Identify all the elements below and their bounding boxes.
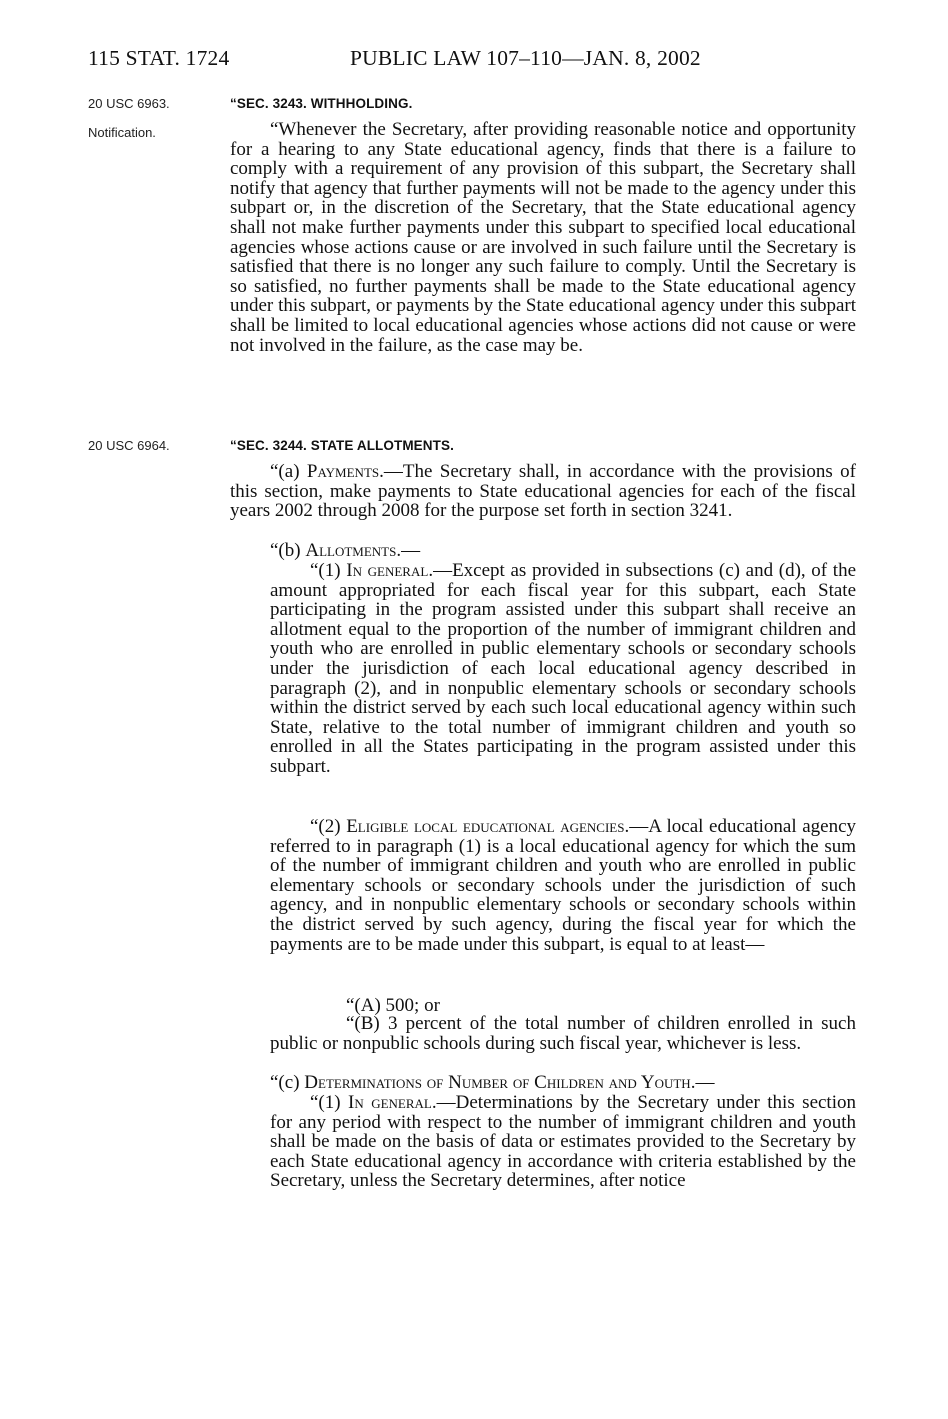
subsection-c-label: “(c)	[270, 1072, 305, 1093]
subsection-c-determinations	[230, 1073, 856, 1093]
subsection-b-suffix: .—	[396, 540, 421, 561]
page-stat-number: 115 STAT. 1724	[88, 46, 230, 70]
subsection-c-suffix: .—	[690, 1072, 715, 1093]
subsection-a-title: Payments	[306, 461, 380, 482]
paragraph-b1-label: “(1)	[310, 560, 347, 581]
paragraph-c1-label: “(1)	[310, 1092, 349, 1113]
margin-note-usc-6964: 20 USC 6964.	[88, 438, 170, 453]
subsection-a-label: “(a)	[270, 461, 307, 482]
subsection-b-allotments	[230, 541, 856, 561]
margin-note-usc-6963: 20 USC 6963.	[88, 96, 170, 111]
paragraph-b1-body: .—Except as provided in subsections (c) and (d), of the amount appropriated for each fiscal year for this subpart, each State participating in the program assisted under this subpart shall receive an allotment equal to the proportion of the number of immigrant children and youth who are enrolled in public elementary schools or secondary schools under the jurisdiction of each local educational agency described in paragraph (2), and in nonpublic elementary schools or secondary schools within the district served by each such local educational agency within such State, relative to the total number of immigrant children and youth so enrolled in all the States participating in the program assisted under this subpart.	[270, 560, 857, 777]
section-3243-body: “Whenever the Secretary, after providing reasonable notice and opportunity for a hearing to any State educational agency, finds that there is a failure to comply with a requirement of any provision of this subpart, the Secretary shall notify that agency that further payments will not be made to the agency under this subpart or, in the discretion of the Secretary, that the State educational agency shall not make further payments under this subpart to specified local educational agencies whose actions cause or are involved in such failure until the Secretary is satisfied that there is no longer any such failure to comply. Until the Secretary is so satisfied, no further payments shall be made to the State educational agency under this subpart, or payments by the State educational agency under this subpart shall be limited to local educational agencies whose actions did not cause or were not involved in the failure, as the case may be.	[230, 119, 856, 356]
paragraph-c1-title: In general	[348, 1092, 432, 1113]
subparagraph-b2-B: “(B) 3 percent of the total number of children enrolled in such public or nonpublic schools during such fiscal year, whichever is less.	[270, 1013, 856, 1054]
running-head: PUBLIC LAW 107–110—JAN. 8, 2002	[350, 46, 701, 70]
margin-note-notification: Notification.	[88, 125, 156, 140]
subsection-b-label: “(b)	[270, 540, 306, 561]
section-3243-heading: “SEC. 3243. WITHHOLDING.	[230, 96, 413, 111]
subsection-a-body: .—The Secretary shall, in accordance with the provisions of this section, make payments to State educational agencies for each of the fiscal years 2002 through 2008 for the purpose set forth in section 3241.	[230, 461, 856, 522]
subsection-b-title: Allotments	[305, 540, 397, 561]
paragraph-b2-eligible-agencies	[270, 817, 856, 954]
paragraph-b1-in-general	[270, 561, 856, 777]
subparagraph-b2-A: “(A) 500; or	[346, 995, 440, 1016]
section-3244-heading: “SEC. 3244. STATE ALLOTMENTS.	[230, 438, 454, 453]
paragraph-c1-in-general	[270, 1093, 856, 1191]
subsection-c-title: Determinations of Number of Children and Youth	[304, 1072, 691, 1093]
paragraph-b2-title: Eligible local educational agencies	[346, 816, 625, 837]
subsection-a-payments	[230, 462, 856, 521]
paragraph-b2-label: “(2)	[310, 816, 347, 837]
paragraph-b2-body: .—A local educational agency referred to in paragraph (1) is a local educational agency for which the sum of the number of immigrant children and youth who are enrolled in public elementary schools or secondary schools under the jurisdiction of such agency, and in nonpublic elementary schools or secondary schools within the district served by such agency, during the fiscal year for which the payments are to be made under this subpart, is equal to at least—	[270, 816, 857, 955]
paragraph-c1-body: .—Determinations by the Secretary under this section for any period with respect to the number of immigrant children and youth shall be made on the basis of data or estimates provided to the Secretary by each State educational agency in accordance with criteria established by the Secretary, unless the Secretary determines, after notice	[270, 1092, 856, 1192]
paragraph-b1-title: In general	[346, 560, 429, 581]
